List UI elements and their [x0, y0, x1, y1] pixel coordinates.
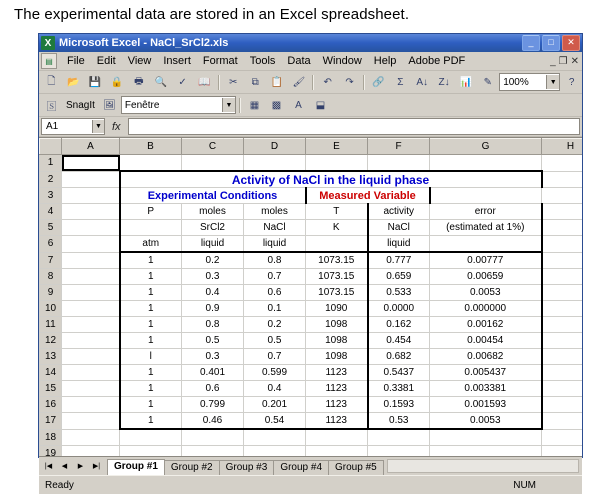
cell-error[interactable]: 0.00659	[430, 269, 542, 285]
menu-item-adobe-pdf[interactable]: Adobe PDF	[408, 55, 466, 67]
row-header-6[interactable]: 6	[40, 236, 62, 253]
cell-pressure[interactable]: 1	[120, 301, 182, 317]
menu-item-file[interactable]: File	[67, 55, 85, 67]
cell-temperature[interactable]: 1098	[306, 349, 368, 365]
zoom-value: 100%	[503, 76, 529, 88]
format-painter-icon[interactable]: 🖌	[292, 76, 306, 88]
grid-row-3	[40, 188, 583, 204]
excel-window	[38, 33, 583, 491]
new-icon[interactable]: 🗋	[47, 75, 56, 87]
cell-h[interactable]	[542, 317, 583, 333]
print-preview-icon[interactable]: 🔍	[154, 76, 167, 88]
table-row	[40, 269, 583, 285]
cell-g1[interactable]	[430, 155, 542, 172]
section-experimental-conditions: Experimental Conditions	[120, 188, 306, 204]
row-header[interactable]: 10	[40, 301, 62, 317]
window-controls	[522, 35, 580, 51]
row-header-5[interactable]: 5	[40, 220, 62, 236]
cell-pressure[interactable]: 1	[120, 365, 182, 381]
print-icon[interactable]: 🖶	[134, 75, 144, 87]
cell-moles-srcl2[interactable]: 0.4	[182, 285, 244, 301]
header-atm: atm	[120, 236, 182, 253]
doc-close-button[interactable]: ✕	[570, 55, 579, 67]
row-header[interactable]: 16	[40, 397, 62, 413]
cell-moles-nacl[interactable]: 0.1	[244, 301, 306, 317]
cell-f[interactable]	[368, 446, 430, 457]
menu-item-window[interactable]: Window	[322, 55, 362, 67]
row-header[interactable]: 18	[40, 429, 62, 446]
last-sheet-icon[interactable]: ▶|	[89, 458, 104, 473]
table-row	[40, 317, 583, 333]
cell-moles-srcl2[interactable]: 0.8	[182, 317, 244, 333]
cell-moles-nacl[interactable]: 0.4	[244, 381, 306, 397]
cell-f1[interactable]	[368, 155, 430, 172]
table-row	[40, 397, 583, 413]
snagit-label[interactable]: SnagIt	[66, 99, 95, 111]
header-moles-nacl-1: moles	[244, 204, 306, 220]
cell-error[interactable]: 0.001593	[430, 397, 542, 413]
cell-a[interactable]	[62, 333, 120, 349]
prev-sheet-icon[interactable]: ◀	[57, 458, 72, 473]
cell-activity[interactable]: 0.0000	[368, 301, 430, 317]
cell-moles-nacl[interactable]: 0.5	[244, 333, 306, 349]
cell-activity[interactable]: 0.682	[368, 349, 430, 365]
cell-h[interactable]	[542, 413, 583, 430]
sheet-tab-group-4[interactable]: Group #4	[273, 460, 329, 475]
cell-temperature[interactable]: 1123	[306, 413, 368, 430]
sheet-tab-group-1[interactable]: Group #1	[107, 459, 165, 475]
grid-row-1	[40, 155, 583, 172]
tab-navigation	[41, 458, 104, 475]
cell-a[interactable]	[62, 301, 120, 317]
name-box-value: A1	[46, 121, 59, 132]
header-temperature: T	[306, 204, 368, 220]
cell-pressure[interactable]: 1	[120, 333, 182, 349]
select-all-corner[interactable]	[40, 139, 62, 155]
cell-a3[interactable]	[62, 188, 120, 204]
menu-item-insert[interactable]: Insert	[163, 55, 191, 67]
cell-error[interactable]: 0.005437	[430, 365, 542, 381]
cell-activity[interactable]: 0.533	[368, 285, 430, 301]
cell-activity[interactable]: 0.162	[368, 317, 430, 333]
excel-logo-icon: X	[41, 36, 55, 50]
cell-h[interactable]	[542, 446, 583, 457]
sheet-tabs	[107, 459, 383, 475]
cell-h[interactable]	[542, 429, 583, 446]
cell-moles-nacl[interactable]: 0.7	[244, 349, 306, 365]
chevron-down-icon[interactable]: ▼	[222, 98, 235, 112]
table-row	[40, 301, 583, 317]
cell-h[interactable]	[542, 285, 583, 301]
row-header-4[interactable]: 4	[40, 204, 62, 220]
cell-error[interactable]: 0.00454	[430, 333, 542, 349]
column-header-e[interactable]: E	[306, 139, 368, 155]
cell-pressure[interactable]: 1	[120, 317, 182, 333]
doc-minimize-button[interactable]: _	[550, 55, 556, 67]
snagit-icon[interactable]: 🅂	[46, 101, 57, 113]
cell-e[interactable]	[306, 446, 368, 457]
sheet-tab-group-3[interactable]: Group #3	[219, 460, 275, 475]
window-title: Microsoft Excel - NaCl_SrCl2.xls	[59, 37, 229, 49]
cell-moles-srcl2[interactable]: 0.3	[182, 349, 244, 365]
row-header[interactable]: 8	[40, 269, 62, 285]
row-header[interactable]: 12	[40, 333, 62, 349]
grid-row-6	[40, 236, 583, 253]
cell-b1[interactable]	[120, 155, 182, 172]
cell-error[interactable]: 0.00777	[430, 252, 542, 269]
cell-pressure[interactable]: l	[120, 349, 182, 365]
snagit-profile-select[interactable]	[121, 96, 236, 114]
maximize-button[interactable]: □	[542, 35, 560, 51]
cell-moles-nacl[interactable]: 0.7	[244, 269, 306, 285]
cell-temperature[interactable]: 1098	[306, 333, 368, 349]
table-row	[40, 285, 583, 301]
undo-icon[interactable]: ↶	[323, 76, 332, 88]
cell-moles-srcl2[interactable]: 0.5	[182, 333, 244, 349]
row-header[interactable]: 13	[40, 349, 62, 365]
header-error-estimate: (estimated at 1%)	[430, 220, 542, 236]
chart-icon[interactable]: 📊	[459, 76, 473, 88]
column-header-b[interactable]: B	[120, 139, 182, 155]
cell-a6[interactable]	[62, 236, 120, 253]
menu-item-tools[interactable]: Tools	[249, 55, 276, 67]
cell-pressure[interactable]: 1	[120, 285, 182, 301]
toolbar-separator	[312, 75, 314, 90]
cell-h6[interactable]	[542, 236, 583, 253]
cell-error[interactable]: 0.0053	[430, 285, 542, 301]
snagit-capture-icon[interactable]: 🖼	[103, 99, 116, 111]
autosum-icon[interactable]: Σ	[397, 76, 404, 88]
cell-e[interactable]	[306, 429, 368, 446]
cell-a[interactable]	[62, 365, 120, 381]
cell-a[interactable]	[62, 381, 120, 397]
row-header-3[interactable]: 3	[40, 188, 62, 204]
cell-pressure[interactable]: 1	[120, 252, 182, 269]
cell-moles-nacl[interactable]: 0.54	[244, 413, 306, 430]
cell-h[interactable]	[542, 301, 583, 317]
cell-h[interactable]	[542, 349, 583, 365]
cell-a[interactable]	[62, 269, 120, 285]
cell-moles-srcl2[interactable]: 0.3	[182, 269, 244, 285]
cell-moles-srcl2[interactable]: 0.6	[182, 381, 244, 397]
border-icon[interactable]: ▦	[249, 99, 260, 111]
cell-error[interactable]: 0.00682	[430, 349, 542, 365]
cell-activity[interactable]: 0.454	[368, 333, 430, 349]
cell-a1[interactable]	[62, 155, 120, 172]
cell-moles-nacl[interactable]: 0.8	[244, 252, 306, 269]
menu-bar	[39, 52, 582, 71]
column-header-d[interactable]: D	[244, 139, 306, 155]
cell-c[interactable]	[182, 446, 244, 457]
cell-i3[interactable]	[542, 188, 583, 204]
cell-g[interactable]	[430, 429, 542, 446]
sheet-tab-bar	[39, 456, 582, 475]
cell-a5[interactable]	[62, 220, 120, 236]
menu-item-edit[interactable]: Edit	[96, 55, 116, 67]
row-header[interactable]: 19	[40, 446, 62, 457]
cell-a[interactable]	[62, 252, 120, 269]
cell-g[interactable]	[430, 446, 542, 457]
spreadsheet-grid[interactable]	[39, 137, 582, 456]
sheet-tab-group-5[interactable]: Group #5	[328, 460, 384, 475]
header-kelvin: K	[306, 220, 368, 236]
cell-error[interactable]: 0.000000	[430, 301, 542, 317]
cell-a[interactable]	[62, 446, 120, 457]
table-row	[40, 365, 583, 381]
standard-toolbar	[39, 71, 582, 94]
formula-bar	[39, 117, 582, 137]
spelling-icon[interactable]: ✓	[178, 76, 187, 88]
sheet-title: Activity of NaCl in the liquid phase	[120, 171, 542, 188]
cell-activity[interactable]: 0.777	[368, 252, 430, 269]
sort-asc-icon[interactable]: A↓	[416, 76, 429, 88]
cell-temperature[interactable]: 1123	[306, 397, 368, 413]
cell-f[interactable]	[368, 429, 430, 446]
first-sheet-icon[interactable]: |◀	[41, 458, 56, 473]
row-header[interactable]: 17	[40, 413, 62, 430]
cell-h[interactable]	[542, 365, 583, 381]
save-icon[interactable]: 💾	[88, 76, 102, 88]
cell-d[interactable]	[244, 446, 306, 457]
column-header-g[interactable]: G	[430, 139, 542, 155]
cell-c[interactable]	[182, 429, 244, 446]
header-blank-6b	[430, 236, 542, 253]
cell-d1[interactable]	[244, 155, 306, 172]
sheet-tab-group-2[interactable]: Group #2	[164, 460, 220, 475]
menu-item-format[interactable]: Format	[202, 55, 238, 67]
num-lock-indicator: NUM	[513, 479, 536, 491]
table-row	[40, 349, 583, 365]
header-liquid-srcl2: liquid	[182, 236, 244, 253]
cell-a[interactable]	[62, 317, 120, 333]
cell-d[interactable]	[244, 429, 306, 446]
row-header[interactable]: 7	[40, 252, 62, 269]
header-activity: activity	[368, 204, 430, 220]
cell-activity[interactable]: 0.5437	[368, 365, 430, 381]
table-row	[40, 252, 583, 269]
table-row	[40, 381, 583, 397]
cell-activity[interactable]: 0.3381	[368, 381, 430, 397]
title-bar	[39, 34, 582, 52]
doc-restore-button[interactable]: ❐	[558, 55, 568, 67]
cell-temperature[interactable]: 1090	[306, 301, 368, 317]
page-caption: The experimental data are stored in an Excel spreadsheet.	[14, 6, 410, 23]
cell-error[interactable]: 0.0053	[430, 413, 542, 430]
font-color-icon[interactable]: A	[295, 99, 302, 111]
hyperlink-icon[interactable]: 🔗	[372, 76, 385, 88]
menu-item-data[interactable]: Data	[287, 55, 311, 67]
chevron-down-icon[interactable]: ▼	[92, 120, 104, 133]
next-sheet-icon[interactable]: ▶	[73, 458, 88, 473]
cell-temperature[interactable]: 1123	[306, 365, 368, 381]
column-header-f[interactable]: F	[368, 139, 430, 155]
cell-activity[interactable]: 0.659	[368, 269, 430, 285]
cell-pressure[interactable]: 1	[120, 413, 182, 430]
cell-h2[interactable]	[542, 171, 583, 188]
toolbar-separator	[363, 75, 365, 90]
workbook-icon: ▤	[41, 53, 57, 69]
header-error: error	[430, 204, 542, 220]
copy-icon[interactable]: ⧉	[251, 76, 259, 88]
grid-row-5	[40, 220, 583, 236]
column-header-row	[40, 139, 583, 155]
cell-error[interactable]: 0.003381	[430, 381, 542, 397]
cell-a[interactable]	[62, 285, 120, 301]
sort-desc-icon[interactable]: Z↓	[438, 76, 450, 88]
toolbar-separator	[218, 75, 220, 90]
formula-input[interactable]	[128, 118, 580, 135]
cell-h[interactable]	[542, 269, 583, 285]
cell-h[interactable]	[542, 397, 583, 413]
column-header-a[interactable]: A	[62, 139, 120, 155]
cell-moles-nacl[interactable]: 0.6	[244, 285, 306, 301]
cell-activity[interactable]: 0.1593	[368, 397, 430, 413]
header-liquid-activity: liquid	[368, 236, 430, 253]
close-button[interactable]: ✕	[562, 35, 580, 51]
drawing-icon[interactable]: ✎	[483, 76, 492, 88]
cell-b[interactable]	[120, 446, 182, 457]
merge-cells-icon[interactable]: ⬓	[315, 99, 326, 111]
header-moles-srcl2-1: moles	[182, 204, 244, 220]
menu-item-view[interactable]: View	[127, 55, 152, 67]
header-nacl: NaCl	[244, 220, 306, 236]
snagit-toolbar	[39, 94, 582, 117]
column-header-c[interactable]: C	[182, 139, 244, 155]
grid-table	[39, 138, 582, 456]
cell-moles-srcl2[interactable]: 0.46	[182, 413, 244, 430]
cell-moles-srcl2[interactable]: 0.2	[182, 252, 244, 269]
header-blank-5	[120, 220, 182, 236]
cell-moles-nacl[interactable]: 0.201	[244, 397, 306, 413]
cell-activity[interactable]: 0.53	[368, 413, 430, 430]
cell-temperature[interactable]: 1098	[306, 317, 368, 333]
chevron-down-icon[interactable]: ▼	[546, 75, 559, 89]
row-header[interactable]: 15	[40, 381, 62, 397]
table-row	[40, 446, 583, 457]
table-row	[40, 333, 583, 349]
cell-h[interactable]	[542, 333, 583, 349]
cell-h[interactable]	[542, 381, 583, 397]
cell-temperature[interactable]: 1073.15	[306, 252, 368, 269]
cell-a[interactable]	[62, 413, 120, 430]
help-icon[interactable]: ?	[568, 76, 575, 88]
name-box[interactable]	[41, 118, 105, 135]
cell-e1[interactable]	[306, 155, 368, 172]
cell-error[interactable]: 0.00162	[430, 317, 542, 333]
document-window-controls	[550, 56, 582, 67]
header-nacl-activity: NaCl	[368, 220, 430, 236]
cell-temperature[interactable]: 1073.15	[306, 285, 368, 301]
grid-row-2	[40, 171, 583, 188]
row-header-2[interactable]: 2	[40, 171, 62, 188]
cell-a[interactable]	[62, 349, 120, 365]
cell-a4[interactable]	[62, 204, 120, 220]
cell-a[interactable]	[62, 429, 120, 446]
snagit-profile-value: Fenêtre	[124, 99, 160, 111]
column-header-h[interactable]: H	[542, 139, 583, 155]
grid-row-4	[40, 204, 583, 220]
menu-item-help[interactable]: Help	[373, 55, 397, 67]
toolbar-separator	[239, 98, 241, 113]
cell-pressure[interactable]: 1	[120, 381, 182, 397]
permission-icon[interactable]: 🔒	[110, 76, 124, 88]
cell-h3[interactable]	[430, 188, 542, 204]
cell-h5[interactable]	[542, 220, 583, 236]
paste-icon[interactable]: 📋	[270, 76, 284, 88]
table-row	[40, 429, 583, 446]
header-blank-6	[306, 236, 368, 253]
cell-b[interactable]	[120, 429, 182, 446]
cell-c1[interactable]	[182, 155, 244, 172]
header-liquid-nacl: liquid	[244, 236, 306, 253]
cell-pressure[interactable]: 1	[120, 397, 182, 413]
cell-a2[interactable]	[62, 171, 120, 188]
row-header[interactable]: 14	[40, 365, 62, 381]
cell-moles-nacl[interactable]: 0.2	[244, 317, 306, 333]
cut-icon[interactable]: ✂	[229, 76, 238, 88]
cell-temperature[interactable]: 1073.15	[306, 269, 368, 285]
header-srcl2: SrCl2	[182, 220, 244, 236]
zoom-select[interactable]	[499, 73, 560, 91]
row-header[interactable]: 11	[40, 317, 62, 333]
open-icon[interactable]: 📂	[67, 76, 80, 88]
cell-h1[interactable]	[542, 155, 583, 172]
header-pressure: P	[120, 204, 182, 220]
row-header-1[interactable]: 1	[40, 155, 62, 172]
status-text: Ready	[45, 479, 74, 491]
cell-h4[interactable]	[542, 204, 583, 220]
cell-a[interactable]	[62, 397, 120, 413]
insert-function-icon[interactable]: fx	[112, 120, 121, 133]
row-header[interactable]: 9	[40, 285, 62, 301]
redo-icon[interactable]: ↷	[345, 76, 354, 88]
status-bar	[39, 475, 582, 494]
cell-moles-srcl2[interactable]: 0.799	[182, 397, 244, 413]
cell-moles-srcl2[interactable]: 0.401	[182, 365, 244, 381]
research-icon[interactable]: 📖	[198, 76, 211, 88]
cell-h[interactable]	[542, 252, 583, 269]
cell-pressure[interactable]: 1	[120, 269, 182, 285]
cell-temperature[interactable]: 1123	[306, 381, 368, 397]
fill-color-icon[interactable]: ▩	[271, 99, 282, 111]
minimize-button[interactable]: _	[522, 35, 540, 51]
cell-moles-nacl[interactable]: 0.599	[244, 365, 306, 381]
cell-moles-srcl2[interactable]: 0.9	[182, 301, 244, 317]
section-measured-variable: Measured Variable	[306, 188, 430, 204]
table-row	[40, 413, 583, 430]
